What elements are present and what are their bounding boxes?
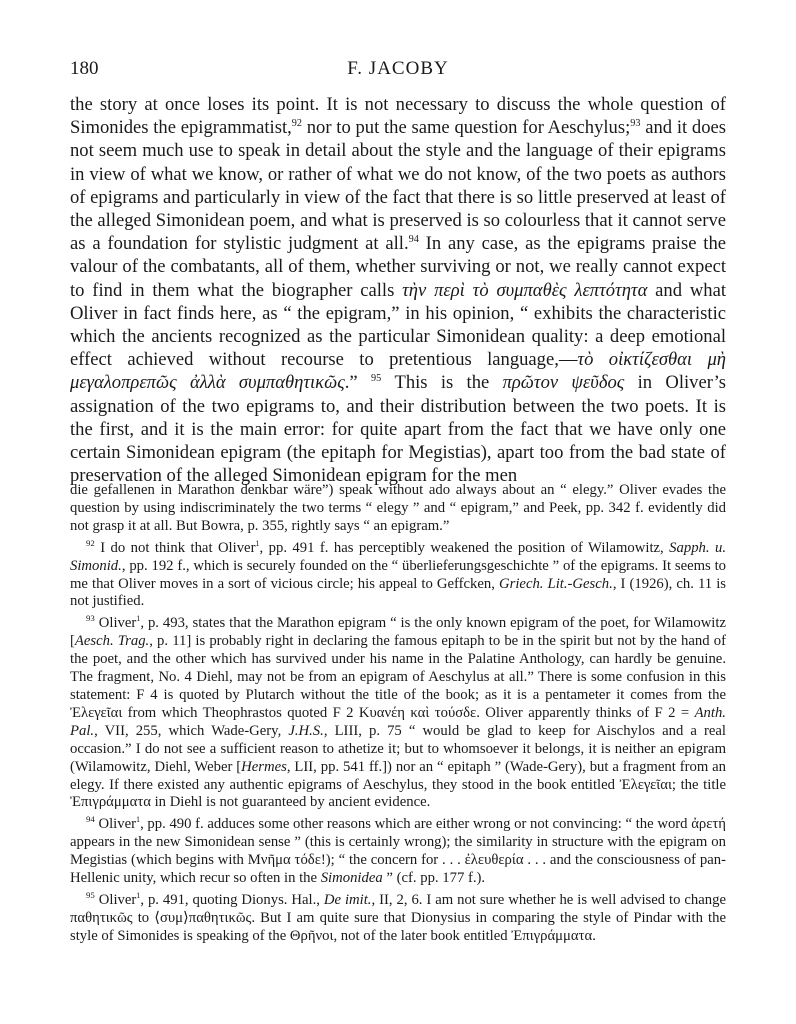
citation-title: Aesch. Trag.: [74, 633, 150, 650]
citation-title: Griech. Lit.-Gesch.: [499, 575, 613, 592]
footnote-text: .: [592, 927, 596, 944]
footnote-number: 93: [86, 613, 95, 624]
footnote-text: , pp. 491 f. has perceptibly weakened the position of Wilamowitz,: [259, 539, 670, 556]
footnote-text: I do not think that Oliver: [94, 539, 256, 556]
footnote-93: [70, 615, 726, 812]
greek-term: Κυανέη καὶ τούσδε: [358, 704, 477, 721]
greek-term: παθητικῶς: [70, 909, 133, 926]
body-text: In any case, as the epigrams praise the valour of the combatants, all of them, whether surviving or not, we really cannot expect to find in them what the biographer calls: [70, 233, 726, 301]
footnotes-section: [70, 482, 726, 982]
superscript: 1: [136, 815, 141, 825]
footnote-continuation: [70, 482, 726, 536]
footnote-text: to: [132, 909, 155, 926]
body-text: and what Oliver in fact finds here, as “ the epigram,” in his opinion, “ exhibits the characteristic which the ancients recognized as the particular Simonidean quality: a deep emotional effect achieved without recourse to pretentious language,—: [70, 279, 726, 371]
greek-term: Θρῆνοι: [289, 927, 334, 944]
footnote-text: Oliver: [94, 615, 137, 632]
footnote-text: , I (1926), ch. 11 is not justified.: [70, 575, 727, 610]
citation-title: Hermes: [241, 758, 287, 775]
footnote-number: 95: [86, 890, 95, 901]
citation-title: De imit.: [323, 891, 372, 908]
superscript: 1: [136, 891, 141, 901]
footnote-text: , p. 491, quoting Dionys. Hal.,: [140, 891, 324, 908]
greek-term: Ἐλεγεῖαι: [619, 776, 672, 793]
footnote-text: , LII, pp. 541 ff.]) nor an “ epitaph ” (Wade-Gery), but a fragment from an elegy. If there existed any authentic epigrams of Aeschylus, they stood in the book entitled: [70, 758, 727, 793]
greek-term: ⟨συμ⟩παθητικῶς: [154, 909, 252, 926]
greek-term: Ἐπιγράμματα: [70, 794, 151, 811]
greek-term: ἀρετή: [691, 816, 726, 833]
footnote-text: die gefallenen in Marathon denkbar wäre”) speak without ado always about an “ elegy.” Oliver evades the question by using indiscriminately the two terms “ elegy ” and “ epigram,” and Peek, pp. 342 f. evidently did not grasp it at all. But Bowra, p. 355, rightly says “ an epigram.”: [70, 482, 726, 534]
superscript: 1: [255, 538, 260, 548]
greek-term: Ἐλεγεῖαι: [70, 704, 123, 721]
footnote-text: !); “ the concern for . . .: [320, 852, 465, 869]
body-text: .”: [344, 372, 371, 394]
running-head-author: F. JACOBY: [347, 58, 449, 79]
greek-term: Μνῆμα τόδε: [247, 852, 321, 869]
footnote-text: ; the title: [671, 776, 726, 793]
greek-term: Ἐπιγράμματα: [511, 927, 593, 944]
footnote-94: [70, 816, 726, 888]
footnote-number: 92: [86, 537, 95, 548]
footnote-text: ” (cf. pp. 177 f.).: [382, 870, 486, 887]
body-text: This is the: [381, 372, 503, 394]
footnote-92: [70, 537, 727, 612]
footnote-text: appears in the new Simonidean sense ” (this is certainly wrong); the similarity in structure with the epigram on Megistias (which begins with: [70, 834, 726, 869]
footnote-number: 94: [86, 814, 95, 825]
footnote-text: , p. 11] is probably right in declaring the famous epitaph to be in the spirit but not by the hand of the poet, and the other which has survived under his name in the Palatine Anthology, can hardly be genuine. The fragment, No. 4 Diehl, may not be from an epigram of Aeschylus at all.” There is some confusion in this statement: F 4 is quoted by Plutarch without the title of the book; as it is a pentameter it comes from the: [70, 633, 726, 703]
footnote-ref-93[interactable]: 93: [630, 118, 641, 130]
greek-quotation: πρῶτον ψεῦδος: [502, 372, 625, 394]
footnote-ref-94[interactable]: 94: [408, 234, 419, 246]
citation-title: Sapph. u. Simonid.: [70, 539, 727, 574]
footnote-text: , VII, 255, which Wade-Gery,: [94, 722, 289, 739]
footnote-text: , p. 493, states that the Marathon epigram “ is the only known epigram of the poet, for Wilamowitz [: [70, 615, 726, 650]
footnote-ref-92[interactable]: 92: [291, 118, 302, 130]
footnote-text: Oliver: [94, 891, 137, 908]
footnote-text: Oliver: [94, 816, 137, 833]
footnote-95: [70, 892, 726, 946]
footnote-ref-95[interactable]: 95: [370, 373, 382, 385]
footnote-text: in Diehl is not guaranteed by ancient evidence.: [150, 794, 431, 811]
greek-quotation: τὸ οἰκτίζεσθαι μὴ μεγαλοπρεπῶς ἀλλὰ συμπαθητικῶς: [70, 349, 726, 394]
footnote-text: . . . and the consciousness of pan-Hellenic unity, which recur so often in the: [70, 852, 727, 887]
footnote-text: . But I am quite sure that Dionysius in comparing the style of Pindar with the style of Simonides is speaking of the: [70, 909, 726, 944]
footnote-text: , LIII, p. 75 “ would be glad to keep for Aischylos and a real occasion.” I do not see a sufficient reason to athetize it; but to whomsoever it belongs, it is neither an epigram (Wilamowitz, Diehl, Weber [: [70, 722, 726, 775]
page-number: 180: [70, 58, 99, 79]
footnote-text: . Oliver apparently thinks of F 2 =: [476, 704, 695, 721]
page-header: [70, 58, 726, 84]
main-body-paragraph: [70, 93, 726, 487]
footnote-text: from which Theophrastos quoted F 2: [122, 704, 359, 721]
body-text: nor to put the same question for Aeschylus;: [301, 117, 631, 139]
superscript: 1: [136, 614, 141, 624]
greek-term: ἐλευθερία: [464, 852, 524, 869]
footnote-text: , II, 2, 6. I am not sure whether he is well advised to change: [371, 891, 726, 908]
body-text: in Oliver’s assignation of the two epigrams to, and their distribution between the two poets. It is the first, and it is the main error: for quite apart from the fact that we have only one certain Simonidean epigram (the epitaph for Megistias), apart too from the bad state of preservation of the alleged Simonidean epigram for the men: [70, 372, 726, 487]
citation-title: Anth. Pal.: [70, 704, 726, 739]
footnote-text: , not of the later book entitled: [333, 927, 512, 944]
citation-title: J.H.S.: [288, 722, 324, 739]
citation-title: Simonidea: [320, 870, 383, 887]
footnote-text: , pp. 490 f. adduces some other reasons which are either wrong or not convincing: “ the word: [140, 816, 692, 833]
greek-quotation: τὴν περὶ τὸ συμπαθὲς λεπτότητα: [402, 279, 648, 301]
body-text: the story at once loses its point. It is not necessary to discuss the whole question of Simonides the epigrammatist,: [70, 94, 726, 139]
body-text: and it does not seem much use to speak in detail about the style and the language of their epigrams in view of what we know, or rather of what we do not know, of the two poets as authors of epigrams and particularly in view of the fact that there is so little preserved at least of the alleged Simonidean poem, and what is preserved is so colourless that it cannot serve as a foundation for stylistic judgment at all.: [70, 117, 726, 255]
footnote-text: , pp. 192 f., which is securely founded on the “ überlieferungsgeschichte ” of the epigrams. It seems to me that Oliver moves in a sort of vicious circle; his appeal to Geffcken,: [70, 557, 726, 592]
